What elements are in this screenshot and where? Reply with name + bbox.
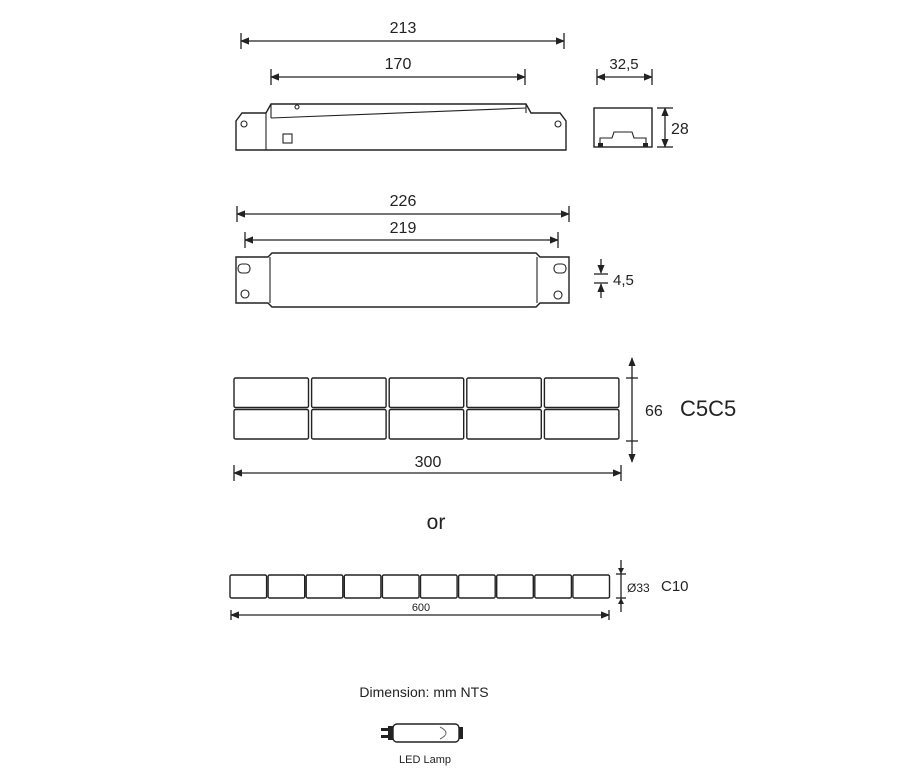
battery-cell bbox=[544, 378, 619, 408]
dim-213 bbox=[241, 20, 564, 49]
dim-600-label: 600 bbox=[411, 602, 431, 614]
battery-cell bbox=[497, 575, 534, 598]
battery-cell bbox=[230, 575, 267, 598]
battery-cell bbox=[268, 575, 305, 598]
battery-cell bbox=[467, 378, 542, 408]
dim-226-label: 226 bbox=[389, 193, 417, 210]
dim-170 bbox=[271, 56, 525, 85]
driver-side-view bbox=[236, 104, 566, 150]
driver-end-view bbox=[594, 108, 652, 147]
battery-cell bbox=[467, 410, 542, 440]
led-lamp-icon bbox=[381, 724, 463, 742]
dim-170-label: 170 bbox=[384, 56, 412, 73]
battery-cell bbox=[389, 378, 464, 408]
dim-66 bbox=[626, 358, 663, 462]
dim-600 bbox=[231, 602, 609, 620]
dim-219-label: 219 bbox=[389, 220, 417, 237]
dim-300 bbox=[234, 454, 621, 481]
battery-cell bbox=[421, 575, 458, 598]
c5c5-battery-pack bbox=[234, 378, 619, 439]
dim-66-label: 66 bbox=[645, 403, 663, 420]
battery-cell bbox=[306, 575, 343, 598]
dim-33-label: Ø33 bbox=[627, 581, 650, 595]
pack-c5c5-label: C5C5 bbox=[680, 396, 737, 421]
dim-300-label: 300 bbox=[414, 454, 442, 471]
battery-cell bbox=[234, 410, 309, 440]
led-lamp-label: LED Lamp bbox=[399, 754, 451, 766]
dim-4-5-label: 4,5 bbox=[613, 272, 634, 289]
battery-cell bbox=[312, 378, 387, 408]
battery-cell bbox=[459, 575, 496, 598]
dim-32-5 bbox=[597, 56, 652, 85]
dim-28-label: 28 bbox=[671, 121, 689, 138]
battery-cell bbox=[573, 575, 610, 598]
dim-226 bbox=[237, 193, 569, 222]
pack-c10-label: C10 bbox=[661, 578, 689, 595]
battery-cell bbox=[535, 575, 572, 598]
battery-cell bbox=[344, 575, 381, 598]
dim-33 bbox=[616, 560, 650, 612]
battery-cell bbox=[234, 378, 309, 408]
battery-cell bbox=[389, 410, 464, 440]
dim-213-label: 213 bbox=[389, 20, 417, 37]
dim-28 bbox=[657, 108, 689, 147]
c10-battery-pack bbox=[230, 575, 610, 598]
battery-cell bbox=[382, 575, 419, 598]
dim-4-5 bbox=[594, 259, 634, 298]
or-separator: or bbox=[426, 511, 446, 534]
driver-plan-view bbox=[236, 253, 569, 307]
battery-cell bbox=[544, 410, 619, 440]
dimension-note: Dimension: mm NTS bbox=[359, 684, 489, 700]
dim-219 bbox=[245, 220, 558, 248]
battery-cell bbox=[312, 410, 387, 440]
dim-32-5-label: 32,5 bbox=[609, 56, 639, 73]
